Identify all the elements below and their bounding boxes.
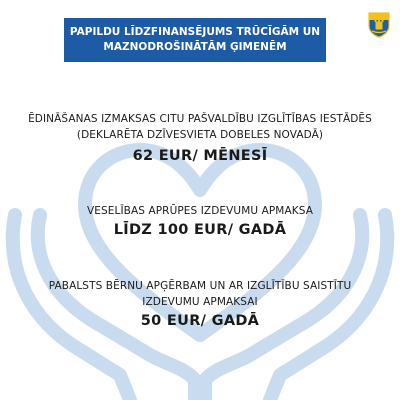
- item-meals-line-1: ĒDINĀŠANAS IZMAKSAS CITU PAŠVALDĪBU IZGLĪTĪBAS IESTĀDĒS: [28, 113, 372, 125]
- item-clothing-amount: 50 EUR/ GADĀ: [140, 313, 260, 329]
- item-health: [0, 203, 400, 240]
- title-line-2: MAZNODROŠINĀTĀM ĢIMENĒM: [103, 41, 287, 53]
- title-banner: [64, 18, 326, 62]
- title-line-1: PAPILDU LĪDZFINANSĒJUMS TRŪCĪGĀM UN: [69, 26, 321, 38]
- item-health-line-1: VESELĪBAS APRŪPES IZDEVUMU APMAKSA: [87, 205, 313, 217]
- item-clothing-line-2: IZDEVUMU APMAKSAI: [142, 296, 258, 308]
- coat-of-arms-icon: [368, 12, 390, 38]
- item-meals: [0, 111, 400, 166]
- item-clothing: [0, 278, 400, 331]
- item-clothing-line-1: PABALSTS BĒRNU APĢĒRBAM UN AR IZGLĪTĪBU SAISTĪTU: [48, 280, 352, 292]
- item-meals-amount: 62 EUR/ MĒNESĪ: [132, 148, 268, 164]
- item-health-amount: LĪDZ 100 EUR/ GADĀ: [113, 222, 287, 238]
- item-meals-line-2: (DEKLARĒTA DZĪVESVIETA DOBELES NOVADĀ): [76, 129, 324, 141]
